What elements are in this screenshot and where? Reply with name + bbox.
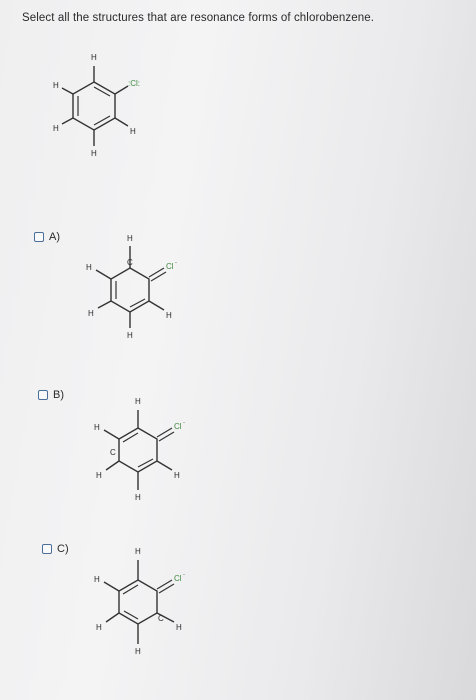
atom-h: H — [91, 53, 97, 62]
double-bond — [138, 459, 153, 467]
atom-h: H — [176, 623, 182, 632]
atom-h: H — [166, 311, 172, 320]
option-c-label: C) — [57, 543, 69, 555]
atom-h: H — [135, 547, 141, 556]
atom-h: H — [135, 493, 141, 502]
question-text: Select all the structures that are resonance forms of chlorobenzene. — [22, 12, 374, 24]
reference-structure — [30, 44, 170, 184]
charge-sign: - — [175, 260, 177, 266]
double-bond — [130, 299, 145, 307]
option-b[interactable] — [38, 389, 64, 401]
atom-h: H — [96, 623, 102, 632]
option-b-label: B) — [53, 389, 64, 401]
atom-h: H — [88, 309, 94, 318]
charge-sign: - — [183, 420, 185, 426]
atom-h: H — [174, 471, 180, 480]
atom-h: H — [135, 647, 141, 656]
atom-h: H — [94, 575, 100, 584]
option-c[interactable] — [42, 543, 69, 555]
benzene-ring — [73, 82, 115, 130]
checkbox-c[interactable] — [42, 544, 52, 554]
ring — [119, 428, 157, 472]
double-bond — [94, 116, 110, 125]
atom-h: H — [94, 423, 100, 432]
structure-a — [68, 228, 198, 358]
double-bond — [94, 87, 110, 96]
ring — [111, 268, 149, 312]
checkbox-a[interactable] — [34, 232, 44, 242]
exocyclic-double-bond — [159, 432, 174, 441]
atom-h: H — [86, 263, 92, 272]
atom-h: H — [53, 81, 59, 90]
atom-h: H — [53, 124, 59, 133]
atom-cl: Cl — [174, 574, 182, 583]
atom-cl: Cl — [166, 262, 174, 271]
atom-h: H — [96, 471, 102, 480]
exocyclic-double-bond — [157, 580, 172, 589]
option-a-label: A) — [49, 231, 60, 243]
atom-h: H — [135, 397, 141, 406]
double-bond — [123, 585, 138, 594]
atom-cl: Cl — [174, 422, 182, 431]
atom-c: C — [158, 614, 164, 623]
atom-c: C — [127, 258, 133, 267]
charge-sign: - — [183, 572, 185, 578]
option-a[interactable] — [34, 231, 60, 243]
structure-b — [76, 388, 206, 518]
atom-cl: :Cl: — [128, 79, 140, 88]
atom-h: H — [91, 149, 97, 158]
atom-h: H — [130, 127, 136, 136]
exocyclic-double-bond — [151, 272, 166, 281]
double-bond — [123, 433, 138, 442]
atom-c: C — [110, 448, 116, 457]
exocyclic-double-bond — [149, 268, 164, 277]
ring — [119, 580, 157, 624]
atom-h: H — [127, 234, 133, 243]
atom-h: H — [127, 331, 133, 340]
exocyclic-double-bond — [159, 584, 174, 593]
checkbox-b[interactable] — [38, 390, 48, 400]
structure-c — [76, 540, 206, 670]
exocyclic-double-bond — [157, 428, 172, 437]
